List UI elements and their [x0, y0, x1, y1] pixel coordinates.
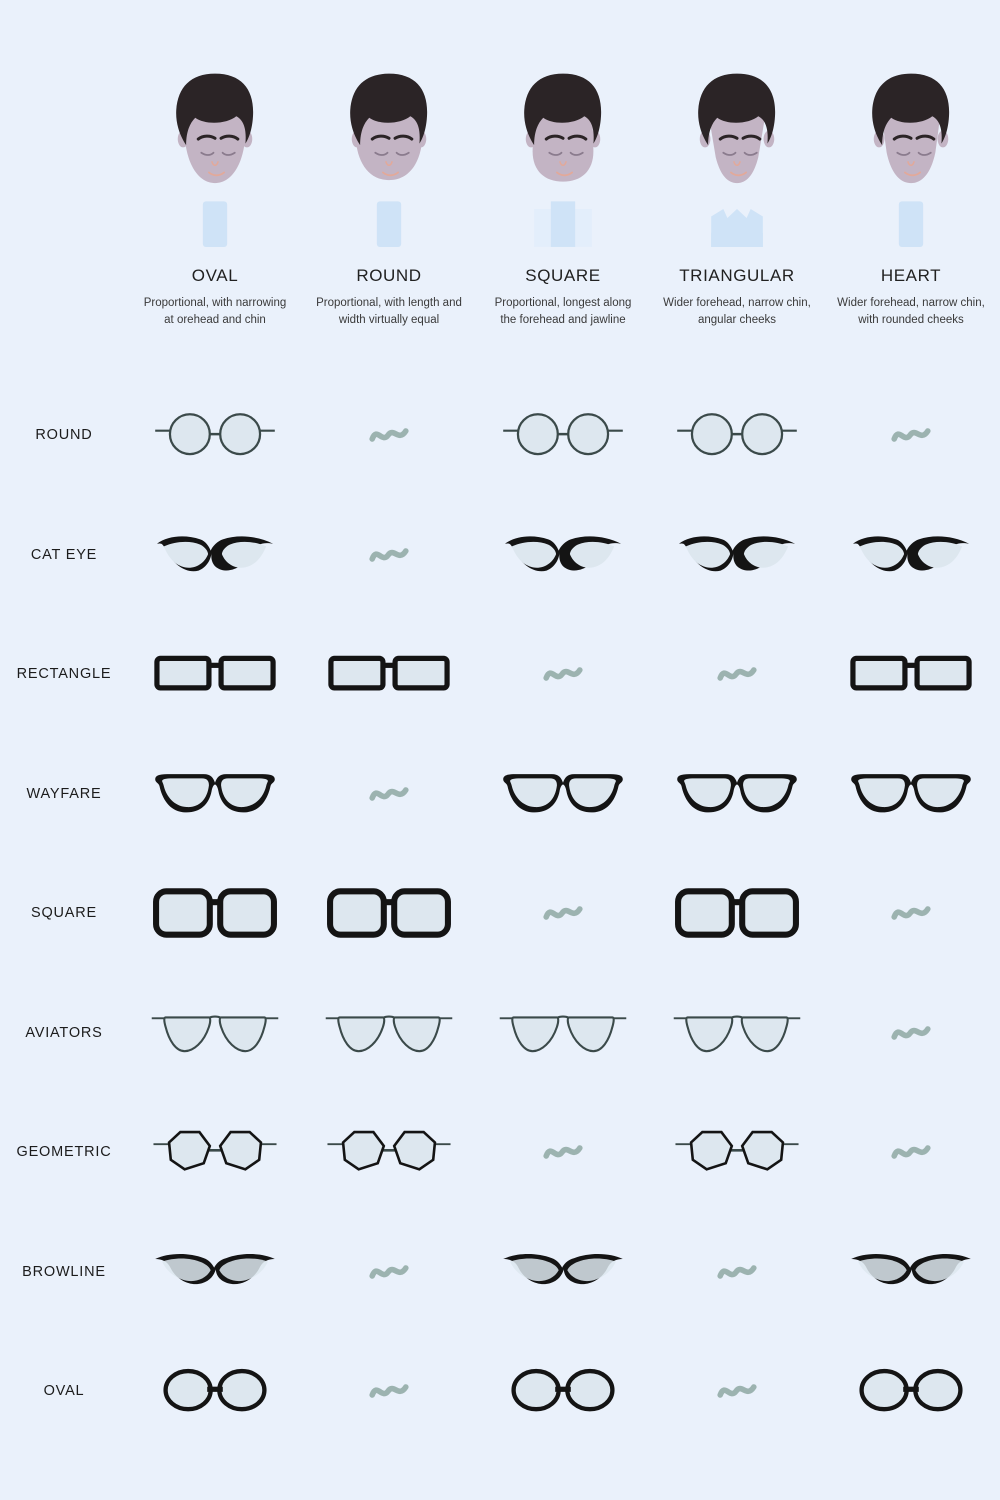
squiggle-icon: [543, 1139, 583, 1165]
row-cells: [128, 495, 1000, 615]
cell-cat-eye-oval: [128, 495, 302, 615]
row-cells: [128, 1092, 1000, 1212]
square-glasses-icon: [672, 881, 802, 945]
row-label: ROUND: [35, 427, 93, 443]
cell-browline-triangular: [650, 1212, 824, 1332]
aviator-glasses-icon: [324, 1001, 454, 1065]
round-face-icon: [321, 60, 457, 250]
browline-glasses-icon: [498, 1240, 628, 1304]
face-label: HEART: [880, 266, 942, 285]
face-header-row: [128, 60, 1000, 328]
row-cells: [128, 614, 1000, 734]
oval-face-icon: [147, 60, 283, 250]
rectangle-glasses-icon: [324, 642, 454, 706]
row-label: AVIATORS: [25, 1024, 103, 1041]
row-cells: [128, 853, 1000, 973]
glasses-row-geometric: [0, 1092, 1000, 1212]
cell-browline-oval: [128, 1212, 302, 1332]
squiggle-icon: [891, 422, 931, 448]
wayfare-glasses-icon: [846, 762, 976, 826]
face-description: Proportional, longest along the forehead and jawline: [494, 297, 632, 326]
face-label: OVAL: [191, 266, 239, 285]
wayfare-glasses-icon: [672, 762, 802, 826]
aviator-glasses-icon: [150, 1001, 280, 1065]
squiggle-icon: [717, 1378, 757, 1404]
face-column-triangular: [650, 60, 824, 328]
cell-cat-eye-heart: [824, 495, 998, 615]
face-description: Wider forehead, narrow chin, angular cheeks: [663, 297, 811, 326]
glasses-row-browline: [0, 1212, 1000, 1332]
glasses-row-cat-eye: [0, 495, 1000, 615]
cell-wayfare-square: [476, 734, 650, 854]
squiggle-icon: [369, 422, 409, 448]
face-column-round: [302, 60, 476, 328]
round-glasses-icon: [150, 403, 280, 467]
squiggle-icon: [543, 661, 583, 687]
cell-oval-heart: [824, 1331, 998, 1451]
cat-eye-glasses-icon: [150, 523, 280, 587]
rectangle-glasses-icon: [846, 642, 976, 706]
glasses-row-round: [0, 375, 1000, 495]
glasses-row-oval: [0, 1331, 1000, 1451]
row-cells: [128, 734, 1000, 854]
cell-wayfare-round: [302, 734, 476, 854]
geometric-glasses-icon: [672, 1120, 802, 1184]
squiggle-icon: [369, 781, 409, 807]
cell-browline-round: [302, 1212, 476, 1332]
glasses-row-rectangle: [0, 614, 1000, 734]
wayfare-glasses-icon: [150, 762, 280, 826]
cell-geometric-oval: [128, 1092, 302, 1212]
cell-round-heart: [824, 375, 998, 495]
oval-glasses-icon: [150, 1359, 280, 1423]
cell-wayfare-heart: [824, 734, 998, 854]
row-label: WAYFARE: [26, 785, 102, 802]
square-face-icon: [495, 60, 631, 250]
row-label: SQUARE: [30, 905, 98, 921]
squiggle-icon: [369, 1259, 409, 1285]
squiggle-icon: [369, 542, 409, 568]
squiggle-icon: [891, 1020, 931, 1046]
cell-aviators-oval: [128, 973, 302, 1093]
squiggle-icon: [891, 1139, 931, 1165]
square-glasses-icon: [150, 881, 280, 945]
cell-aviators-round: [302, 973, 476, 1093]
cell-square-triangular: [650, 853, 824, 973]
heart-face-icon: [843, 60, 979, 250]
aviator-glasses-icon: [672, 1001, 802, 1065]
cell-wayfare-triangular: [650, 734, 824, 854]
squiggle-icon: [891, 900, 931, 926]
aviator-glasses-icon: [498, 1001, 628, 1065]
cell-rectangle-triangular: [650, 614, 824, 734]
face-column-square: [476, 60, 650, 328]
cell-aviators-square: [476, 973, 650, 1093]
face-description: Proportional, with narrowing at orehead and chin: [143, 297, 287, 326]
row-cells: [128, 973, 1000, 1093]
cell-oval-oval: [128, 1331, 302, 1451]
face-column-heart: [824, 60, 998, 328]
cat-eye-glasses-icon: [846, 523, 976, 587]
row-label: RECTANGLE: [16, 666, 112, 682]
row-label: CAT EYE: [30, 546, 98, 563]
cell-round-oval: [128, 375, 302, 495]
cell-rectangle-round: [302, 614, 476, 734]
cell-square-heart: [824, 853, 998, 973]
glasses-row-wayfare: [0, 734, 1000, 854]
cell-wayfare-oval: [128, 734, 302, 854]
cell-oval-triangular: [650, 1331, 824, 1451]
squiggle-icon: [717, 661, 757, 687]
cell-geometric-triangular: [650, 1092, 824, 1212]
cell-round-triangular: [650, 375, 824, 495]
round-glasses-icon: [498, 403, 628, 467]
cell-cat-eye-round: [302, 495, 476, 615]
browline-glasses-icon: [846, 1240, 976, 1304]
face-column-oval: [128, 60, 302, 328]
cell-geometric-square: [476, 1092, 650, 1212]
cell-geometric-round: [302, 1092, 476, 1212]
oval-glasses-icon: [846, 1359, 976, 1423]
rectangle-glasses-icon: [150, 642, 280, 706]
squiggle-icon: [717, 1259, 757, 1285]
face-label: TRIANGULAR: [679, 266, 795, 285]
cell-square-oval: [128, 853, 302, 973]
cell-rectangle-oval: [128, 614, 302, 734]
cell-browline-square: [476, 1212, 650, 1332]
square-glasses-icon: [324, 881, 454, 945]
cell-cat-eye-triangular: [650, 495, 824, 615]
squiggle-icon: [543, 900, 583, 926]
row-cells: [128, 1212, 1000, 1332]
glasses-row-square: [0, 853, 1000, 973]
glasses-row-aviators: [0, 973, 1000, 1093]
cell-browline-heart: [824, 1212, 998, 1332]
cell-aviators-heart: [824, 973, 998, 1093]
squiggle-icon: [369, 1378, 409, 1404]
cell-round-round: [302, 375, 476, 495]
cell-oval-square: [476, 1331, 650, 1451]
cell-square-round: [302, 853, 476, 973]
face-description: Proportional, with length and width virtually equal: [316, 297, 462, 326]
cell-geometric-heart: [824, 1092, 998, 1212]
round-glasses-icon: [672, 403, 802, 467]
cell-rectangle-heart: [824, 614, 998, 734]
cell-aviators-triangular: [650, 973, 824, 1093]
cell-oval-round: [302, 1331, 476, 1451]
cell-square-square: [476, 853, 650, 973]
row-label: GEOMETRIC: [16, 1144, 112, 1160]
cell-round-square: [476, 375, 650, 495]
triangular-face-icon: [669, 60, 805, 250]
face-description: Wider forehead, narrow chin, with rounded cheeks: [837, 297, 985, 326]
wayfare-glasses-icon: [498, 762, 628, 826]
browline-glasses-icon: [150, 1240, 280, 1304]
cat-eye-glasses-icon: [498, 523, 628, 587]
row-label: OVAL: [43, 1383, 85, 1399]
row-cells: [128, 375, 1000, 495]
face-label: ROUND: [356, 266, 422, 285]
row-cells: [128, 1331, 1000, 1451]
cell-rectangle-square: [476, 614, 650, 734]
cell-cat-eye-square: [476, 495, 650, 615]
geometric-glasses-icon: [324, 1120, 454, 1184]
row-label: BROWLINE: [22, 1263, 106, 1280]
oval-glasses-icon: [498, 1359, 628, 1423]
face-label: SQUARE: [525, 266, 601, 285]
geometric-glasses-icon: [150, 1120, 280, 1184]
cat-eye-glasses-icon: [672, 523, 802, 587]
